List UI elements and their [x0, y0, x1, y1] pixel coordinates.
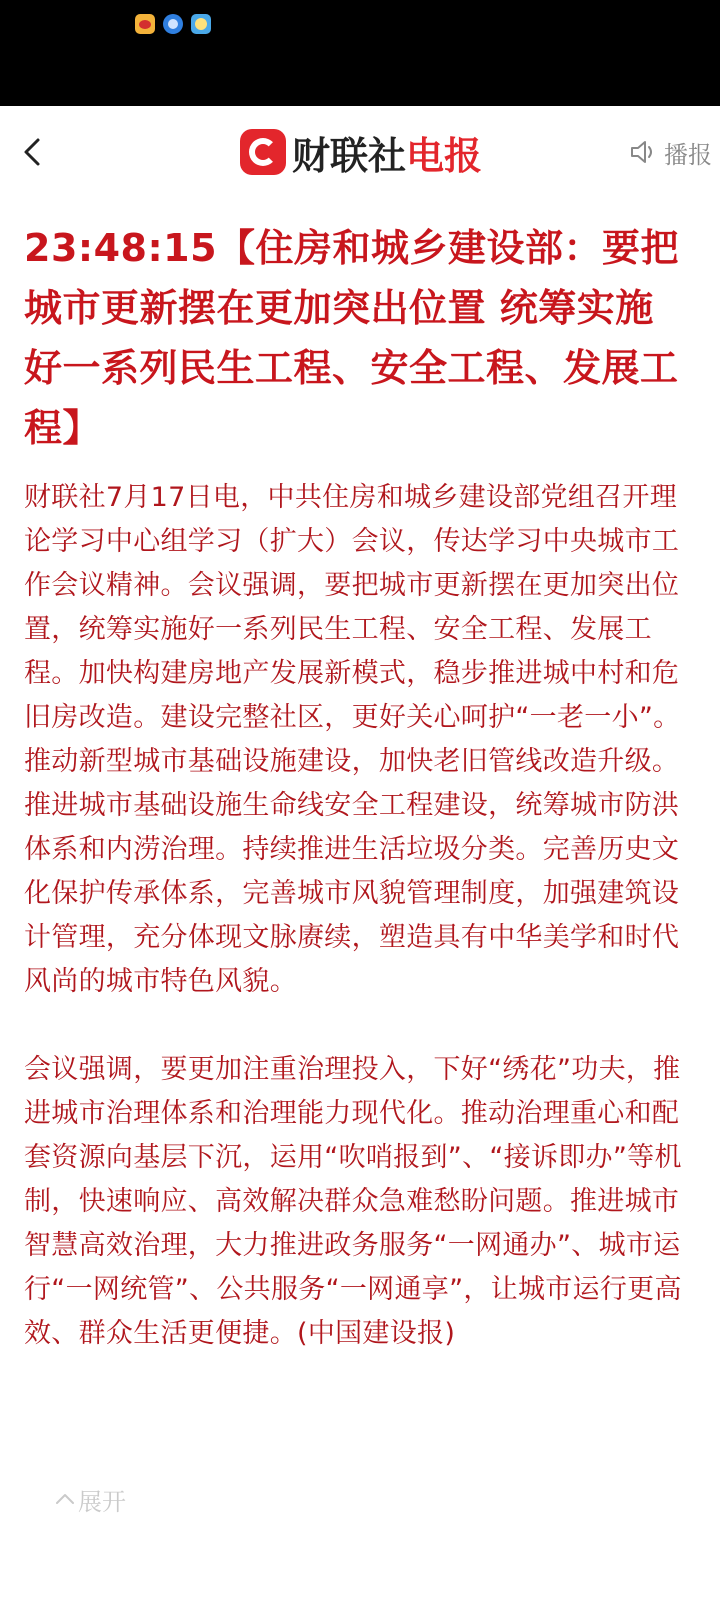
weather-icon [191, 14, 211, 34]
article-headline: 23:48:15【住房和城乡建设部：要把城市更新摆在更加突出位置 统筹实施好一系列民生工程、安全工程、发展工程】 [24, 226, 680, 450]
top-nav-bar [0, 106, 720, 198]
article-paragraph: 财联社7月17日电，中共住房和城乡建设部党组召开理论学习中心组学习（扩大）会议，传达学习中央城市工作会议精神。会议强调，要把城市更新摆在更加突出位置，统筹实施好一系列民生工程、安全工程、发展工程。加快构建房地产发展新模式，稳步推进城中村和危旧房改造。建设完整社区，更好关心呵护“一老一小”。推动新型城市基础设施建设，加快老旧管线改造升级。推进城市基础设施生命线安全工程建设，统筹城市防洪体系和内涝治理。持续推进生活垃圾分类。完善历史文化保护传承体系，完善城市风貌管理制度，加强建筑设计管理，充分体现文脉赓续，塑造具有中华美学和时代风尚的城市特色风貌。 [24, 482, 681, 997]
audio-label: 播报 [664, 140, 712, 169]
expand-button[interactable] [52, 1482, 126, 1517]
back-button[interactable] [14, 132, 54, 172]
weibo-icon [135, 14, 155, 34]
browser-icon [163, 14, 183, 34]
speaker-icon [628, 137, 658, 167]
chevron-up-icon [52, 1487, 78, 1513]
cls-logo-icon [240, 129, 286, 175]
article-paragraph: 会议强调，要更加注重治理投入，下好“绣花”功夫，推进城市治理体系和治理能力现代化。推动治理重心和配套资源向基层下沉，运用“吹哨报到”、“接诉即办”等机制，快速响应、高效解决群众急难愁盼问题。推进城市智慧高效治理，大力推进政务服务“一网通办”、城市运行“一网统管”、公共服务“一网通享”，让城市运行更高效、群众生活更便捷。(中国建设报) [24, 1054, 682, 1349]
audio-broadcast-button[interactable] [628, 132, 712, 172]
status-bar [0, 0, 720, 106]
brand-name: 财联社 [292, 133, 407, 178]
article-body [24, 218, 684, 1356]
brand-logo [240, 126, 482, 178]
brand-name-accent: 电报 [406, 133, 483, 178]
chevron-left-icon [14, 132, 54, 172]
expand-label: 展开 [78, 1488, 126, 1516]
